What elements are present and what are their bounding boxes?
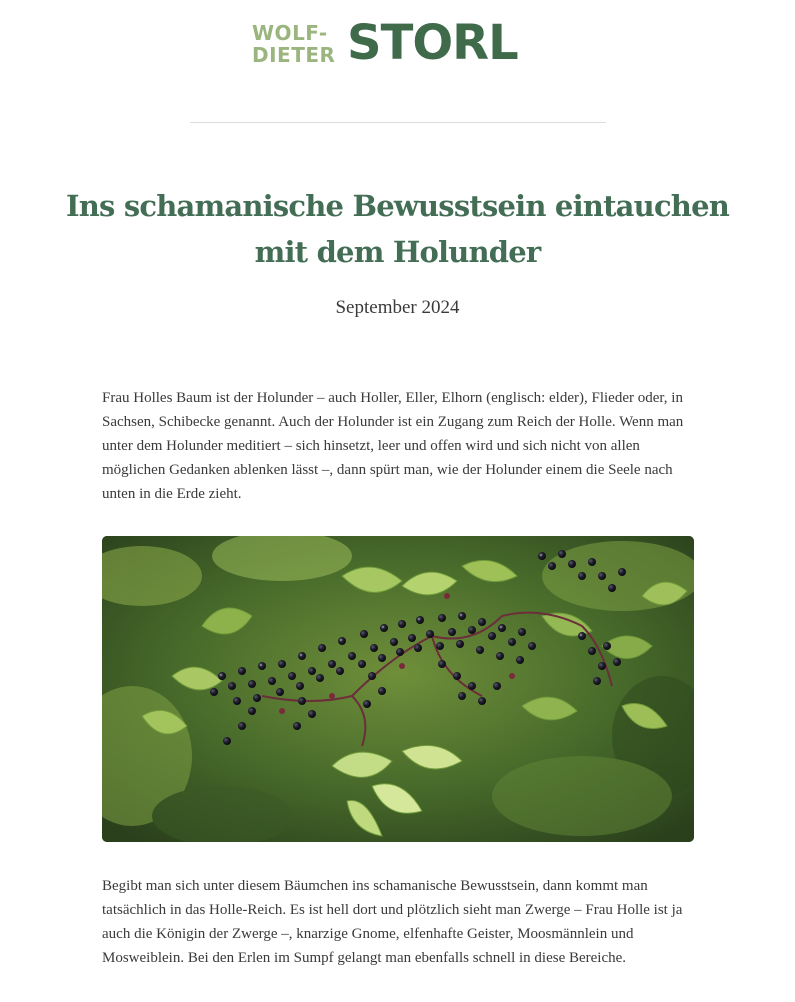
site-logo[interactable] [252, 15, 544, 71]
elderberry-photo [102, 536, 694, 842]
article-title [60, 183, 735, 275]
logo-middle-name: DIETER [252, 43, 336, 67]
article-title-line-2: mit dem Holunder [254, 235, 541, 269]
article-paragraph-2: Begibt man sich unter diesem Bäumchen ins schamanische Bewusstsein, dann kommt man tatsächlich in das Holle-Reich. Es ist hell dort und plötzlich sieht man Zwerge – Frau Holle ist ja auch die Königin der Zwerge –, knarzige Gnome, elfenhafte Geister, Moosmännlein und Mosweiblein. Bei den Erlen im Sumpf gelangt man ebenfalls schnell in diese Bereiche. [102, 878, 683, 966]
article-paragraph-1: Frau Holles Baum ist der Holunder – auch Holler, Eller, Elhorn (englisch: elder), Flieder oder, in Sachsen, Schibecke genannt. Auch der Holunder ist ein Zugang zum Reich der Holle. Wenn man unter dem Holunder meditiert – sich hinsetzt, leer und offen wird und sich nicht von allen möglichen Gedanken ablenken lässt –, dann spürt man, wie der Holunder einem die Seele nach unten in die Erde zieht. [102, 390, 684, 502]
logo-first-name: WOLF- [252, 21, 328, 45]
elderberry-illustration [102, 536, 694, 842]
logo-surname: STORL [347, 15, 518, 71]
article-title-line-1: Ins schamanische Bewusstsein eintauchen [65, 189, 730, 223]
header-divider [190, 122, 606, 123]
article-date: September 2024 [335, 297, 460, 318]
